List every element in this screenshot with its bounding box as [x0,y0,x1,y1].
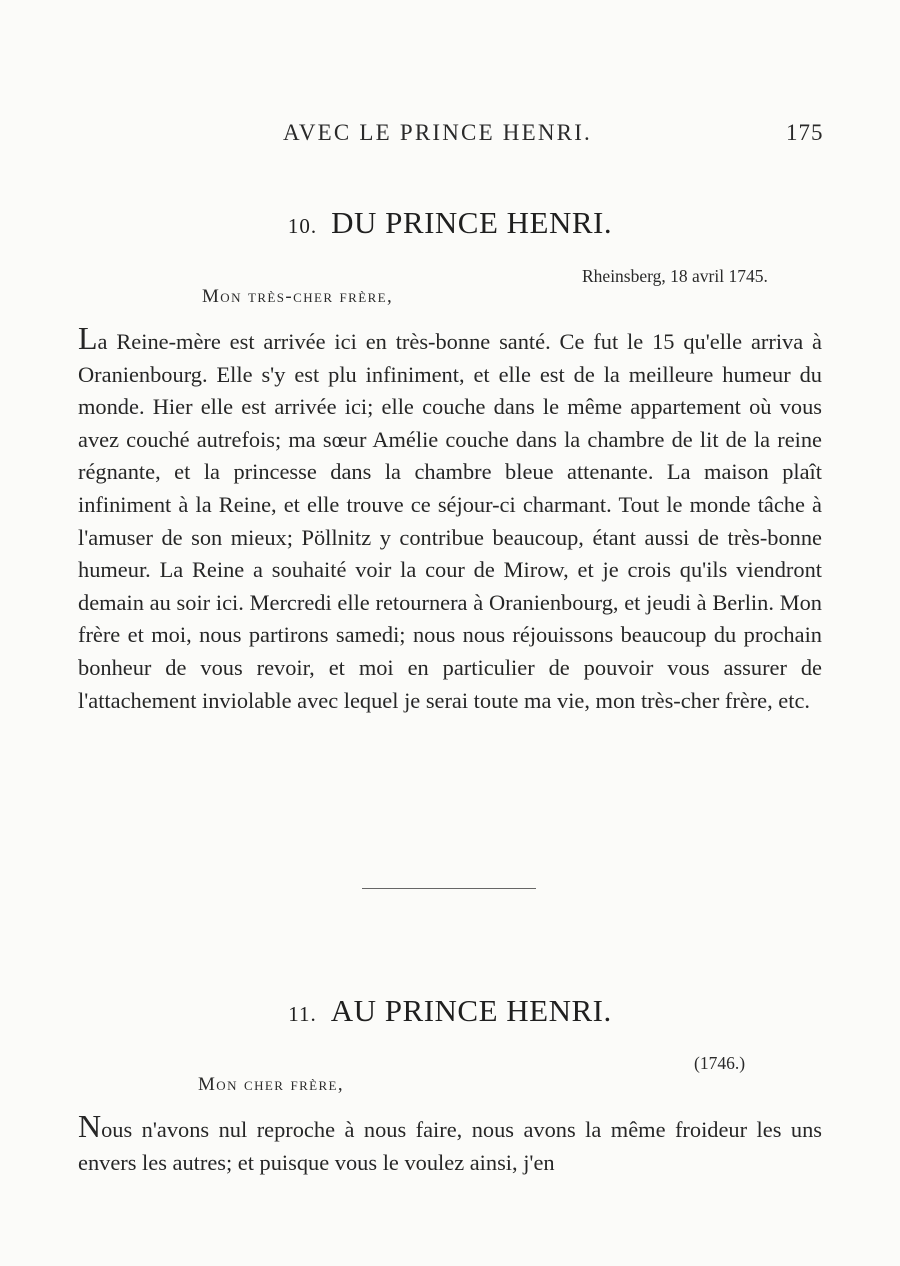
section-separator [362,888,536,889]
drop-initial: L [78,320,98,356]
letter-11-place-date: (1746.) [694,1053,746,1073]
letter-10-body-text: a Reine-mère est arrivée ici en très-bonne santé. Ce fut le 15 qu'elle arriva à Oranienbourg. Elle s'y est plu infiniment, et elle est de la meilleure humeur du monde. Hier elle est arrivée ici; elle couche dans le même appartement où vous avez couché autrefois; ma sœur Amélie couche dans la chambre de lit de la reine régnante, et la princesse dans la chambre bleue attenante. La maison plaît infiniment à la Reine, et elle trouve ce séjour-ci charmant. Tout le monde tâche à l'amuser de son mieux; Pöllnitz y contribue beaucoup, étant aussi de très-bonne humeur. La Reine a souhaité voir la cour de Mirow, et je crois qu'ils viendront demain au soir ici. Mercredi elle retournera à Oranienbourg, et jeudi à Berlin. Mon frère et moi, nous partirons samedi; nous nous réjouissons beaucoup du prochain bonheur de vous revoir, et moi en particulier de pouvoir vous assurer de l'attachement inviolable avec lequel je serai toute ma vie, mon très-cher frère, etc. [78,329,822,713]
letter-10-body [78,320,822,717]
letter-11-body [78,1108,822,1179]
drop-initial: N [78,1108,102,1144]
letter-number: 11. [288,1002,317,1026]
letter-title: AU PRINCE HENRI. [330,993,612,1028]
letter-11-body-text: ous n'avons nul reproche à nous faire, nous avons la même froideur les uns envers les autres; et puisque vous le voulez ainsi, j'en [78,1117,822,1175]
letter-10-place-date: Rheinsberg, 18 avril 1745. [582,266,768,286]
letter-10-salutation: Mon très-cher frère, [202,286,394,307]
running-title: AVEC LE PRINCE HENRI. [283,120,593,145]
letter-10-heading [0,205,900,241]
letter-11-salutation: Mon cher frère, [198,1074,345,1095]
letter-number: 10. [287,214,318,238]
letter-title: DU PRINCE HENRI. [331,205,613,240]
running-head [0,120,900,150]
letter-11-heading [0,993,900,1029]
page-number: 175 [786,120,824,145]
